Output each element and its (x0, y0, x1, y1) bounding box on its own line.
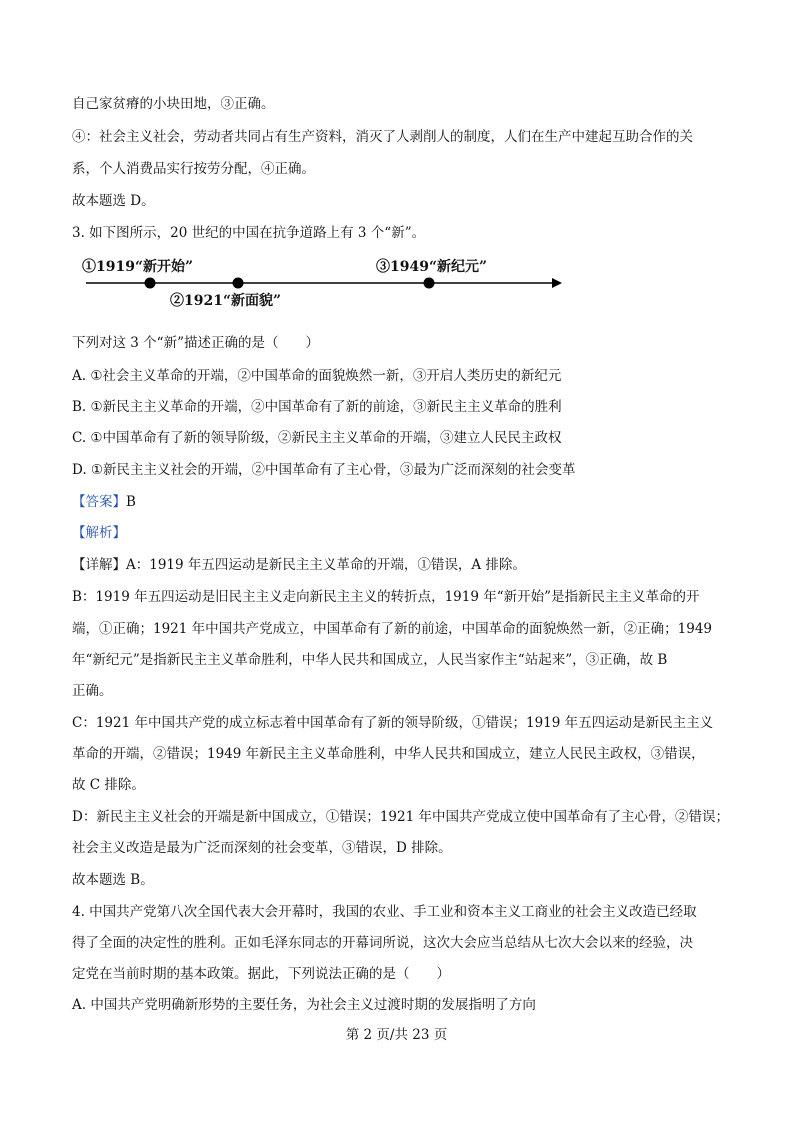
analysis-line: 故本题选 B。 (72, 872, 154, 888)
text-line: ④：社会主义社会，劳动者共同占有生产资料，消灭了人剥削人的制度，人们在生产中建起互助合作的关 (72, 129, 693, 145)
page-footer: 第 2 页/共 23 页 (345, 1027, 448, 1043)
timeline-label-1949: ③1949“新纪元” (376, 259, 488, 275)
timeline-dot-1921 (233, 278, 244, 289)
analysis-line: 革命的开端，②错误；1949 年新民主主义革命胜利，中华人民共和国成立，建立人民民主政权，③错误， (72, 746, 705, 762)
answer-value: B (126, 494, 136, 510)
question-stem: 下列对这 3 个“新”描述正确的是（ ） (72, 335, 319, 351)
text-line: 系，个人消费品实行按劳分配，④正确。 (72, 161, 315, 177)
analysis-line: 社会主义改造是最为广泛而深刻的社会变革，③错误，D 排除。 (72, 840, 452, 856)
analysis-line: 端，①正确；1921 年中国共产党成立，中国革命有了新的前途，中国革命的面貌焕然一新，②正确；1949 (72, 621, 713, 637)
timeline-arrowhead (552, 278, 562, 288)
question-4-line: 得了全面的决定性的胜利。正如毛泽东同志的开幕词所说，这次大会应当总结从七次大会以来的经验，决 (72, 935, 693, 951)
answer-line (72, 492, 733, 512)
timeline-label-1919: ①1919“新开始” (82, 259, 194, 275)
analysis-tag: 【解析】 (72, 525, 126, 541)
timeline-label-1921: ②1921“新面貌” (170, 293, 282, 309)
analysis-line: 故 C 排除。 (72, 777, 145, 793)
analysis-line: 正确。 (72, 683, 113, 699)
text-line: 自己家贫瘠的小块田地，③正确。 (72, 96, 275, 112)
timeline-diagram (80, 252, 570, 312)
timeline-dot-1949 (424, 278, 435, 289)
timeline-dot-1919 (145, 278, 156, 289)
question-4-line: 定党在当前时期的基本政策。据此，下列说法正确的是（ ） (72, 966, 450, 982)
question-3-title: 3. 如下图所示，20 世纪的中国在抗争道路上有 3 个“新”。 (72, 225, 426, 241)
question-4-option-a: A. 中国共产党明确新形势的主要任务，为社会主义过渡时期的发展指明了方向 (72, 997, 536, 1013)
text-line: 故本题选 D。 (72, 193, 155, 209)
question-4-line: 4. 中国共产党第八次全国代表大会开幕时，我国的农业、手工业和资本主义工商业的社会主义改造已经取 (72, 904, 697, 920)
option-d: D. ①新民主主义社会的开端，②中国革命有了主心骨，③最为广泛而深刻的社会变革 (72, 462, 576, 478)
option-a: A. ①社会主义革命的开端，②中国革命的面貌焕然一新，③开启人类历史的新纪元 (72, 368, 562, 384)
analysis-line: 年“新纪元”是指新民主主义革命胜利，中华人民共和国成立，人民当家作主“站起来”，③正确，故 B (72, 652, 668, 668)
analysis-line: B：1919 年五四运动是旧民主主义走向新民主主义的转折点，1919 年“新开始”是指新民主主义革命的开 (72, 589, 700, 605)
analysis-line: 【详解】A：1919 年五四运动是新民主主义革命的开端，①错误，A 排除。 (72, 557, 526, 573)
analysis-line: D：新民主主义社会的开端是新中国成立，①错误；1921 年中国共产党成立使中国革命有了主心骨，②错误； (72, 809, 729, 825)
analysis-line: C：1921 年中国共产党的成立标志着中国革命有了新的领导阶级，①错误；1919 年五四运动是新民主主义 (72, 715, 714, 731)
answer-tag: 【答案】 (72, 494, 126, 510)
option-b: B. ①新民主主义革命的开端，②中国革命有了新的前途，③新民主主义革命的胜利 (72, 399, 562, 415)
option-c: C. ①中国革命有了新的领导阶级，②新民主主义革命的开端，③建立人民民主政权 (72, 430, 562, 446)
